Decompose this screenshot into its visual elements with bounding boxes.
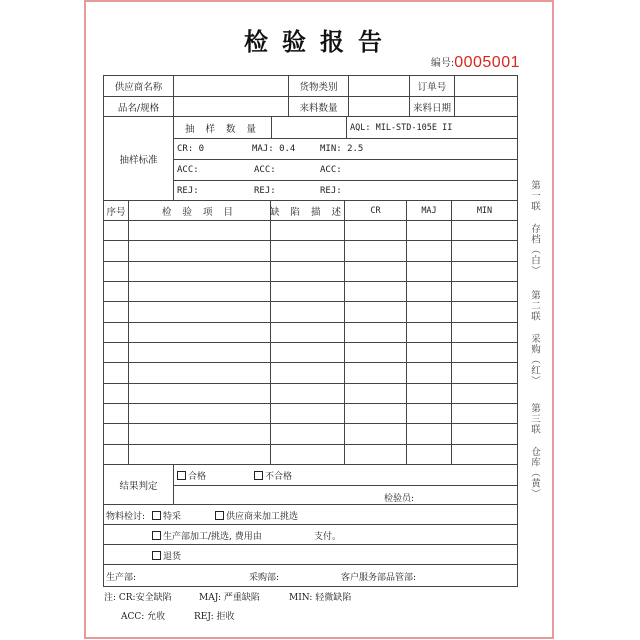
col-cr: CR <box>344 201 406 220</box>
return-goods-label: 退货 <box>163 552 182 562</box>
page-title: 检验报告 <box>244 28 396 56</box>
cell-min[interactable] <box>451 404 517 423</box>
production-rework-row <box>104 524 517 544</box>
pass-option[interactable] <box>177 469 206 482</box>
material-review-row <box>104 504 517 524</box>
cell-cr[interactable] <box>344 262 406 281</box>
cell-seq[interactable] <box>104 262 128 281</box>
field-sampling-qty[interactable] <box>271 117 346 138</box>
cell-defect-desc[interactable] <box>270 323 344 342</box>
fail-option[interactable] <box>254 469 292 482</box>
return-goods-row <box>104 544 517 564</box>
cell-min[interactable] <box>451 384 517 403</box>
sampling-acc-row <box>173 159 517 180</box>
cell-seq[interactable] <box>104 221 128 240</box>
pass-checkbox[interactable] <box>177 471 186 480</box>
cr-level: CR: 0 <box>177 144 205 154</box>
field-supplier-name[interactable] <box>173 76 288 96</box>
header-row-supplier <box>104 76 517 96</box>
acc-cr[interactable]: ACC: <box>177 165 199 175</box>
field-product-spec[interactable] <box>173 97 288 116</box>
cell-min[interactable] <box>451 302 517 321</box>
cell-cr[interactable] <box>344 343 406 362</box>
note-acc: ACC: 允收 <box>121 612 166 622</box>
col-min: MIN <box>451 201 517 220</box>
signature-row <box>104 564 517 586</box>
cell-seq[interactable] <box>104 424 128 443</box>
cell-inspection-item[interactable] <box>128 323 270 342</box>
sampling-block <box>104 116 517 200</box>
customer-service-signature[interactable]: 客户服务部品管部: <box>341 573 417 583</box>
label-supplier-name: 供应商名称 <box>114 82 163 93</box>
serial-value: 0005001 <box>454 54 520 71</box>
table-row <box>104 322 517 342</box>
special-accept-label: 特采 <box>163 512 182 522</box>
label-product-spec: 品名/规格 <box>117 102 160 114</box>
inspector-cell <box>173 486 517 505</box>
fail-checkbox[interactable] <box>254 471 263 480</box>
min-level: MIN: 2.5 <box>320 144 364 154</box>
inspection-form <box>103 75 518 587</box>
cell-min[interactable] <box>451 241 517 260</box>
copy-label-warehouse: 第三联 仓库（黄） <box>529 403 540 499</box>
col-inspection-item: 检 验 项 目 <box>128 201 270 220</box>
cell-inspection-item[interactable] <box>128 221 270 240</box>
cell-cr[interactable] <box>344 384 406 403</box>
label-incoming-qty: 来料数量 <box>288 97 348 116</box>
purchasing-signature[interactable]: 采购部: <box>249 573 280 583</box>
acc-min[interactable]: ACC: <box>320 165 342 175</box>
sampling-acc-cell <box>173 160 517 180</box>
col-defect-desc: 缺 陷 描 述 <box>270 201 344 220</box>
label-sampling-standard: 抽样标准 <box>119 154 158 166</box>
special-accept-option[interactable] <box>152 509 181 522</box>
header-row-product <box>104 96 517 116</box>
cell-defect-desc[interactable] <box>270 384 344 403</box>
cell-maj[interactable] <box>406 404 451 423</box>
cell-cr[interactable] <box>344 241 406 260</box>
table-row <box>104 301 517 321</box>
cell-seq[interactable] <box>104 384 128 403</box>
serial-number <box>431 54 520 72</box>
maj-level: MAJ: 0.4 <box>252 144 296 154</box>
rej-min[interactable]: REJ: <box>320 186 342 196</box>
result-block <box>104 464 517 504</box>
cell-maj[interactable] <box>406 221 451 240</box>
production-rework-label: 生产部加工/挑选, 费用由 <box>163 532 262 542</box>
cell-cr[interactable] <box>344 221 406 240</box>
sampling-qty-row <box>173 117 517 138</box>
payment-suffix: 支付。 <box>314 532 342 542</box>
label-incoming-date: 来料日期 <box>409 97 454 116</box>
acc-maj[interactable]: ACC: <box>254 165 276 175</box>
cell-maj[interactable] <box>406 424 451 443</box>
label-result: 结果判定 <box>119 480 158 492</box>
cell-min[interactable] <box>451 323 517 342</box>
inspector-row <box>173 485 517 505</box>
rej-maj[interactable]: REJ: <box>254 186 276 196</box>
table-row <box>104 403 517 423</box>
table-row <box>104 261 517 281</box>
table-row <box>104 220 517 240</box>
col-seq: 序号 <box>106 206 126 218</box>
cell-defect-desc[interactable] <box>270 424 344 443</box>
return-goods-option[interactable] <box>152 549 181 562</box>
material-review-label: 物料检讨: <box>106 512 146 522</box>
supplier-rework-label: 供应商来加工挑选 <box>226 512 299 522</box>
return-goods-checkbox[interactable] <box>152 551 161 560</box>
table-row <box>104 342 517 362</box>
supplier-rework-checkbox[interactable] <box>215 511 224 520</box>
table-row <box>104 383 517 403</box>
result-options-row <box>173 465 517 485</box>
cell-inspection-item[interactable] <box>128 282 270 301</box>
cell-seq[interactable] <box>104 302 128 321</box>
cell-maj[interactable] <box>406 323 451 342</box>
copy-label-archive: 第一联 存档（白） <box>529 180 540 276</box>
cell-min[interactable] <box>451 424 517 443</box>
supplier-rework-option[interactable] <box>215 509 298 522</box>
cell-cr[interactable] <box>344 404 406 423</box>
note-maj: MAJ: 严重缺陷 <box>199 593 260 603</box>
cell-seq[interactable] <box>104 445 128 464</box>
cell-maj[interactable] <box>406 302 451 321</box>
cell-inspection-item[interactable] <box>128 262 270 281</box>
cell-cr[interactable] <box>344 363 406 382</box>
fail-label: 不合格 <box>265 472 293 482</box>
sampling-rej-cell <box>173 181 517 201</box>
col-maj: MAJ <box>406 201 451 220</box>
cell-seq[interactable] <box>104 282 128 301</box>
cell-defect-desc[interactable] <box>270 241 344 260</box>
cell-min[interactable] <box>451 343 517 362</box>
label-goods-category: 货物类别 <box>288 76 348 96</box>
cell-seq[interactable] <box>104 404 128 423</box>
cell-maj[interactable] <box>406 363 451 382</box>
note-rej: REJ: 拒收 <box>194 612 235 622</box>
cell-defect-desc[interactable] <box>270 363 344 382</box>
cell-inspection-item[interactable] <box>128 404 270 423</box>
cell-defect-desc[interactable] <box>270 262 344 281</box>
result-options-cell <box>173 465 517 485</box>
cell-inspection-item[interactable] <box>128 241 270 260</box>
cell-cr[interactable] <box>344 323 406 342</box>
label-order-number: 订单号 <box>409 76 454 96</box>
notes-line-2 <box>121 609 235 622</box>
cell-cr[interactable] <box>344 282 406 301</box>
sampling-cr-row <box>173 138 517 159</box>
cell-defect-desc[interactable] <box>270 282 344 301</box>
sampling-cr-cell <box>173 139 517 159</box>
production-rework-option[interactable] <box>152 529 262 542</box>
cell-maj[interactable] <box>406 445 451 464</box>
cell-inspection-item[interactable] <box>128 445 270 464</box>
cell-min[interactable] <box>451 282 517 301</box>
cell-maj[interactable] <box>406 343 451 362</box>
cell-inspection-item[interactable] <box>128 384 270 403</box>
pass-label: 合格 <box>188 472 207 482</box>
cell-cr[interactable] <box>344 302 406 321</box>
cell-maj[interactable] <box>406 262 451 281</box>
serial-label: 编号: <box>430 58 455 69</box>
notes-line-1 <box>104 590 352 603</box>
cell-seq[interactable] <box>104 343 128 362</box>
label-sampling-qty: 抽 样 数 量 <box>173 117 271 138</box>
table-row <box>104 362 517 382</box>
cell-defect-desc[interactable] <box>270 445 344 464</box>
cell-maj[interactable] <box>406 241 451 260</box>
inspector-label: 检验员: <box>384 494 415 504</box>
table-row <box>104 281 517 301</box>
field-incoming-date[interactable] <box>454 97 517 116</box>
cell-seq[interactable] <box>104 363 128 382</box>
rej-cr[interactable]: REJ: <box>177 186 199 196</box>
special-accept-checkbox[interactable] <box>152 511 161 520</box>
field-order-number[interactable] <box>454 76 517 96</box>
cell-seq[interactable] <box>104 241 128 260</box>
note-cr: 注: CR:安全缺陷 <box>104 593 172 603</box>
cell-inspection-item[interactable] <box>128 424 270 443</box>
cell-cr[interactable] <box>344 424 406 443</box>
cell-seq[interactable] <box>104 323 128 342</box>
aql-standard: AQL: MIL-STD-105E II <box>346 117 517 138</box>
cell-min[interactable] <box>451 221 517 240</box>
table-row <box>104 423 517 443</box>
cell-inspection-item[interactable] <box>128 363 270 382</box>
cell-defect-desc[interactable] <box>270 343 344 362</box>
copy-label-purchasing: 第二联 采购（红） <box>529 290 540 386</box>
field-goods-category[interactable] <box>348 76 409 96</box>
cell-defect-desc[interactable] <box>270 221 344 240</box>
cell-maj[interactable] <box>406 282 451 301</box>
production-signature[interactable]: 生产部: <box>106 573 137 583</box>
sampling-rej-row <box>173 180 517 201</box>
cell-maj[interactable] <box>406 384 451 403</box>
cell-min[interactable] <box>451 363 517 382</box>
cell-defect-desc[interactable] <box>270 302 344 321</box>
table-header <box>104 200 517 220</box>
cell-inspection-item[interactable] <box>128 302 270 321</box>
table-row <box>104 444 517 464</box>
cell-defect-desc[interactable] <box>270 404 344 423</box>
production-rework-checkbox[interactable] <box>152 531 161 540</box>
note-min: MIN: 轻微缺陷 <box>289 593 352 603</box>
cell-min[interactable] <box>451 262 517 281</box>
field-incoming-qty[interactable] <box>348 97 409 116</box>
table-row <box>104 240 517 260</box>
cell-min[interactable] <box>451 445 517 464</box>
cell-cr[interactable] <box>344 445 406 464</box>
cell-inspection-item[interactable] <box>128 343 270 362</box>
